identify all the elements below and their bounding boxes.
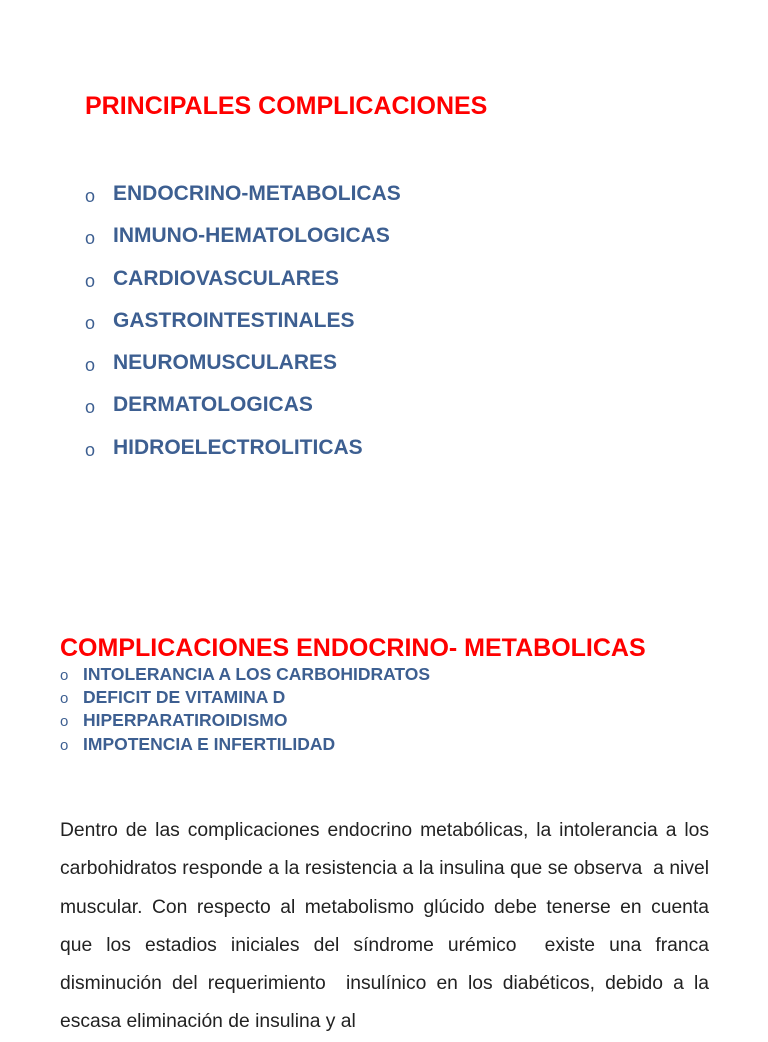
bullet-icon: o [85, 270, 96, 291]
bullet-icon: o [85, 397, 96, 418]
list-item-label: NEUROMUSCULARES [113, 351, 338, 375]
list-item-label: GASTROINTESTINALES [113, 308, 355, 332]
list-item [85, 386, 401, 428]
list-item-label: ENDOCRINO-METABOLICAS [113, 182, 401, 205]
bullet-icon: o [60, 736, 69, 754]
list-item-label: DERMATOLOGICAS [113, 393, 313, 417]
list-item-label: IMPOTENCIA E INFERTILIDAD [83, 733, 336, 754]
list-item [85, 260, 401, 302]
list-item [85, 344, 401, 386]
list-item [85, 217, 401, 259]
list-item [60, 732, 430, 755]
bullet-icon: o [60, 690, 69, 708]
list-item [85, 302, 401, 344]
bullet-icon: o [60, 667, 69, 684]
list-item-label: HIDROELECTROLITICAS [113, 435, 363, 459]
list-item [85, 175, 401, 217]
list-item [60, 685, 430, 708]
body-paragraph: Dentro de las complicaciones endocrino metabólicas, la intolerancia a los carbohidratos responde a la resistencia a la insulina que se observa a nivel muscular. Con respecto al metabolismo glúcido debe tenerse en cuenta que los estadios iniciales del síndrome urémico existe una franca disminución del requerimiento insulínico en los diabéticos, debido a la escasa eliminación de insulina y al [60, 820, 715, 1033]
main-heading: PRINCIPALES COMPLICACIONES [85, 92, 488, 120]
bullet-icon: o [85, 186, 96, 206]
bullet-icon: o [60, 713, 69, 731]
list-item [85, 429, 401, 471]
section-heading: COMPLICACIONES ENDOCRINO- METABOLICAS [60, 634, 646, 662]
list-item-label: CARDIOVASCULARES [113, 266, 339, 290]
list-item [60, 662, 430, 685]
list-item-label: INTOLERANCIA A LOS CARBOHIDRATOS [83, 664, 431, 684]
bullet-icon: o [85, 228, 96, 249]
list-item-label: DEFICIT DE VITAMINA D [83, 687, 286, 708]
complications-list [85, 175, 401, 471]
bullet-icon: o [85, 312, 96, 333]
bullet-icon: o [85, 355, 96, 376]
endocrine-complications-list [60, 662, 430, 755]
bullet-icon: o [85, 439, 96, 460]
list-item-label: INMUNO-HEMATOLOGICAS [113, 224, 390, 248]
list-item [60, 708, 430, 731]
list-item-label: HIPERPARATIROIDISMO [83, 710, 288, 731]
